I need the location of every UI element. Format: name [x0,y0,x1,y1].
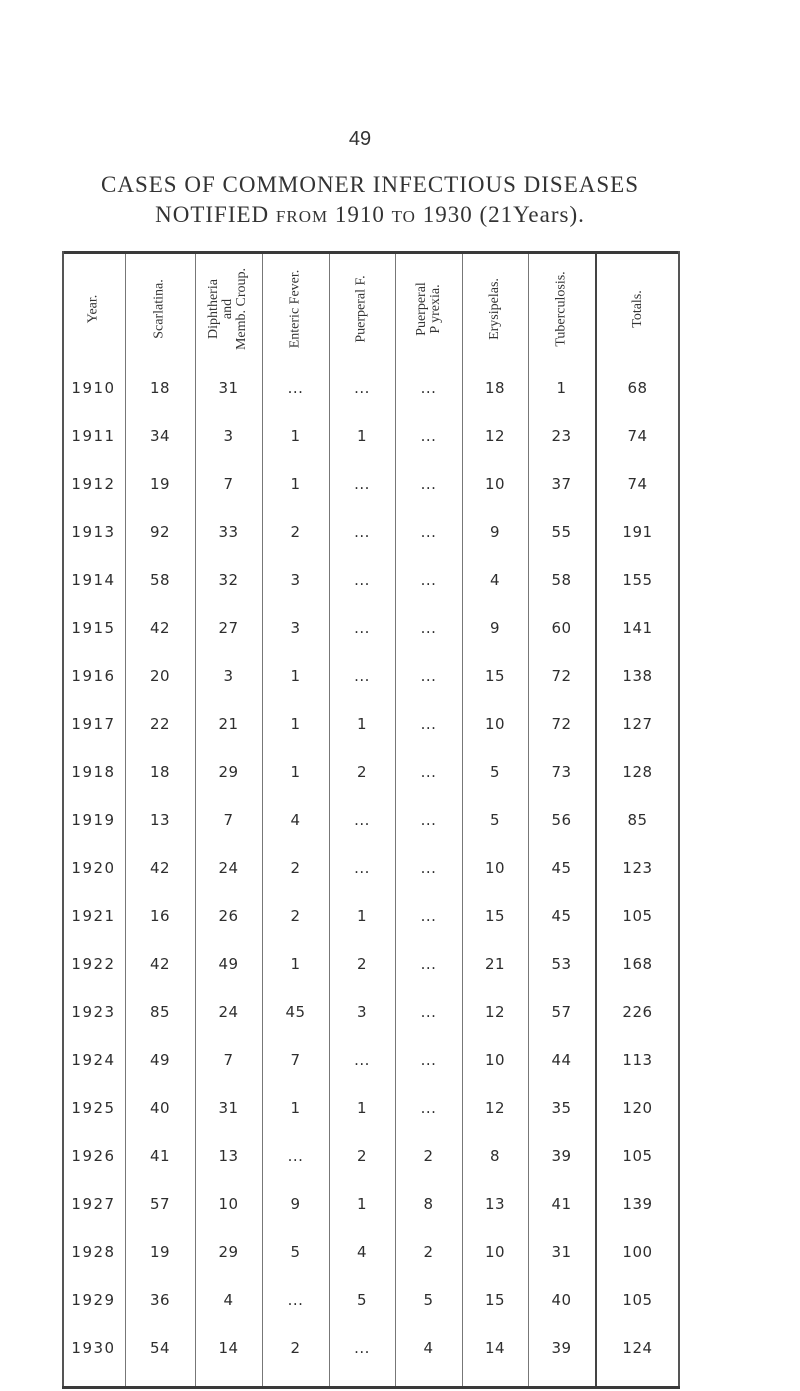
cell-puerperal-pyrexia: ... [420,763,437,781]
title-start-year: 1910 [334,202,385,227]
cell-totals: 155 [622,571,653,589]
cell-diphtheria: 27 [218,619,239,637]
cell-diphtheria: 13 [218,1147,239,1165]
cell-enteric-fever: 2 [290,859,301,877]
cell-puerperal-pyrexia: ... [420,955,437,973]
cell-year: 1927 [71,1195,116,1213]
cell-tuberculosis: 58 [551,571,572,589]
page-number: 49 [348,128,372,150]
cell-totals: 74 [627,427,648,445]
cell-year: 1921 [71,907,116,925]
cell-erysipelas: 10 [484,1243,506,1261]
table-row [62,1084,680,1132]
cell-totals: 191 [622,523,653,541]
title-line-2 [0,200,740,232]
header-label: Erysipelas. [486,278,502,340]
cell-puerperal-fever: ... [354,1339,370,1357]
cell-year: 1917 [71,715,116,733]
cell-enteric-fever: 1 [290,715,301,733]
cell-scarlatina: 16 [149,907,171,925]
table-row [62,748,680,796]
table-row [62,1132,680,1180]
cell-puerperal-fever: 4 [356,1243,368,1261]
table-header-row [62,254,680,364]
cell-erysipelas: 18 [484,379,506,397]
table-row [62,892,680,940]
cell-year: 1911 [71,427,116,445]
cell-totals: 127 [622,715,653,733]
cell-totals: 128 [622,763,653,781]
cell-year: 1916 [71,667,116,685]
cell-puerperal-fever: 2 [356,955,368,973]
cell-year: 1925 [71,1099,116,1117]
cell-scarlatina: 34 [149,427,171,445]
cell-puerperal-pyrexia: ... [420,907,437,925]
cell-puerperal-pyrexia: 2 [423,1243,434,1261]
page-title [0,170,740,232]
cell-puerperal-fever: ... [354,1051,370,1069]
header-label: Puerperal P yrexia. [413,282,443,336]
header-label: Puerperal F. [354,275,369,343]
disease-table [62,251,680,1391]
cell-diphtheria: 4 [223,1291,234,1309]
cell-puerperal-fever: 1 [356,1195,368,1213]
title-line-1: CASES OF COMMONER INFECTIOUS DISEASES [101,172,639,197]
cell-totals: 168 [622,955,653,973]
title-span-word: Years). [513,202,585,227]
cell-year: 1923 [71,1003,116,1021]
cell-year: 1928 [71,1243,116,1261]
cell-tuberculosis: 57 [551,1003,572,1021]
cell-diphtheria: 10 [218,1195,239,1213]
cell-tuberculosis: 37 [551,475,572,493]
cell-scarlatina: 19 [149,1243,171,1261]
cell-diphtheria: 31 [218,379,239,397]
cell-diphtheria: 24 [218,859,239,877]
cell-puerperal-pyrexia: ... [420,379,437,397]
cell-scarlatina: 92 [149,523,171,541]
cell-erysipelas: 10 [484,715,506,733]
cell-totals: 105 [622,1147,653,1165]
cell-enteric-fever: 1 [290,955,301,973]
header-scarlatina [125,254,195,364]
cell-puerperal-pyrexia: ... [420,715,437,733]
cell-year: 1915 [71,619,116,637]
title-span-open: (21 [479,202,514,227]
cell-diphtheria: 24 [218,1003,239,1021]
cell-tuberculosis: 31 [551,1243,572,1261]
cell-enteric-fever: 9 [290,1195,301,1213]
header-puerperal-fever [329,254,395,364]
cell-enteric-fever: 2 [290,907,301,925]
header-label: Enteric Fever. [287,269,303,349]
cell-erysipelas: 9 [489,619,501,637]
cell-tuberculosis: 39 [551,1147,572,1165]
cell-enteric-fever: 4 [290,811,301,829]
cell-puerperal-pyrexia: ... [420,1051,437,1069]
header-label: Totals. [629,290,645,328]
cell-erysipelas: 5 [489,763,501,781]
cell-enteric-fever: 2 [290,523,301,541]
cell-tuberculosis: 60 [551,619,572,637]
cell-puerperal-pyrexia: ... [420,1003,437,1021]
cell-scarlatina: 36 [149,1291,171,1309]
cell-erysipelas: 15 [484,667,506,685]
table-row [62,412,680,460]
cell-erysipelas: 12 [484,427,506,445]
cell-erysipelas: 4 [489,571,501,589]
cell-erysipelas: 13 [484,1195,506,1213]
cell-totals: 105 [622,1291,653,1309]
cell-puerperal-pyrexia: ... [420,523,437,541]
header-label: Diphtheria and Memb. Croup. [206,267,250,351]
table-row [62,700,680,748]
cell-tuberculosis: 39 [551,1339,572,1357]
cell-diphtheria: 26 [218,907,239,925]
cell-diphtheria: 32 [218,571,239,589]
cell-tuberculosis: 73 [551,763,572,781]
cell-scarlatina: 49 [149,1051,171,1069]
cell-scarlatina: 58 [149,571,171,589]
cell-erysipelas: 15 [484,1291,506,1309]
cell-puerperal-fever: 5 [356,1291,368,1309]
cell-puerperal-pyrexia: 4 [423,1339,434,1357]
table-row [62,460,680,508]
header-enteric-fever [262,254,329,364]
cell-year: 1914 [71,571,116,589]
cell-tuberculosis: 55 [551,523,572,541]
cell-erysipelas: 8 [489,1147,501,1165]
cell-enteric-fever: 3 [290,571,301,589]
cell-year: 1920 [71,859,116,877]
cell-diphtheria: 33 [218,523,239,541]
cell-enteric-fever: 2 [290,1339,301,1357]
cell-diphtheria: 7 [223,1051,234,1069]
cell-tuberculosis: 40 [551,1291,572,1309]
cell-year: 1919 [71,811,116,829]
cell-totals: 105 [622,907,653,925]
cell-year: 1922 [71,955,116,973]
cell-puerperal-pyrexia: ... [420,571,437,589]
cell-enteric-fever: 1 [290,427,301,445]
cell-totals: 226 [622,1003,653,1021]
cell-year: 1910 [71,379,116,397]
cell-puerperal-pyrexia: ... [420,619,437,637]
cell-puerperal-pyrexia: 8 [423,1195,434,1213]
cell-erysipelas: 21 [484,955,506,973]
cell-erysipelas: 15 [484,907,506,925]
cell-diphtheria: 14 [218,1339,239,1357]
table-row [62,556,680,604]
header-diphtheria [195,254,262,364]
cell-totals: 139 [622,1195,653,1213]
table-row [62,364,680,412]
header-year [62,254,125,364]
cell-scarlatina: 42 [149,955,171,973]
cell-year: 1924 [71,1051,116,1069]
cell-puerperal-fever: 1 [356,907,368,925]
cell-tuberculosis: 41 [551,1195,572,1213]
cell-puerperal-pyrexia: 2 [423,1147,434,1165]
cell-puerperal-fever: ... [354,571,370,589]
cell-enteric-fever: 7 [290,1051,301,1069]
cell-diphtheria: 7 [223,475,234,493]
cell-puerperal-fever: ... [354,859,370,877]
cell-puerperal-fever: ... [354,811,370,829]
cell-puerperal-fever: 3 [356,1003,368,1021]
cell-erysipelas: 10 [484,475,506,493]
cell-erysipelas: 12 [484,1003,506,1021]
cell-scarlatina: 54 [149,1339,171,1357]
cell-puerperal-pyrexia: ... [420,859,437,877]
cell-tuberculosis: 72 [551,715,572,733]
cell-year: 1912 [71,475,116,493]
cell-enteric-fever: 1 [290,475,301,493]
title-to: TO [391,207,416,226]
cell-erysipelas: 5 [489,811,501,829]
table-row [62,988,680,1036]
cell-scarlatina: 40 [149,1099,171,1117]
cell-totals: 113 [622,1051,653,1069]
cell-enteric-fever: 1 [290,667,301,685]
cell-puerperal-pyrexia: ... [420,475,437,493]
cell-erysipelas: 14 [484,1339,506,1357]
cell-totals: 141 [622,619,653,637]
cell-diphtheria: 29 [218,1243,239,1261]
cell-puerperal-pyrexia: ... [420,427,437,445]
cell-diphtheria: 3 [223,427,234,445]
cell-year: 1913 [71,523,116,541]
cell-scarlatina: 13 [149,811,171,829]
cell-scarlatina: 85 [149,1003,171,1021]
cell-diphtheria: 21 [218,715,239,733]
header-tuberculosis [528,254,595,364]
cell-scarlatina: 41 [149,1147,171,1165]
cell-scarlatina: 18 [149,379,171,397]
cell-diphtheria: 3 [223,667,234,685]
table-row [62,796,680,844]
table-row [62,1180,680,1228]
cell-scarlatina: 22 [149,715,171,733]
table-row [62,940,680,988]
header-totals [595,254,680,364]
cell-tuberculosis: 72 [551,667,572,685]
cell-totals: 68 [627,379,648,397]
cell-totals: 120 [622,1099,653,1117]
cell-tuberculosis: 53 [551,955,572,973]
table-row [62,1036,680,1084]
table-row [62,1228,680,1276]
cell-tuberculosis: 44 [551,1051,572,1069]
cell-enteric-fever: ... [287,379,304,397]
cell-puerperal-fever: ... [354,475,370,493]
table-row [62,844,680,892]
cell-diphtheria: 49 [218,955,239,973]
cell-puerperal-pyrexia: ... [420,667,437,685]
cell-scarlatina: 57 [149,1195,171,1213]
cell-tuberculosis: 23 [551,427,572,445]
cell-puerperal-fever: ... [354,667,370,685]
title-end-year: 1930 [422,202,473,227]
header-erysipelas [462,254,528,364]
cell-totals: 100 [622,1243,653,1261]
cell-puerperal-fever: 2 [356,1147,368,1165]
header-label: Year. [85,294,101,324]
cell-tuberculosis: 56 [551,811,572,829]
cell-puerperal-fever: 2 [356,763,368,781]
cell-enteric-fever: 3 [290,619,301,637]
cell-scarlatina: 18 [149,763,171,781]
table-row [62,604,680,652]
cell-tuberculosis: 1 [556,379,567,397]
cell-erysipelas: 12 [484,1099,506,1117]
cell-totals: 124 [622,1339,653,1357]
cell-erysipelas: 10 [484,859,506,877]
cell-enteric-fever: ... [287,1291,304,1309]
header-label: Scarlatina. [151,279,167,339]
cell-enteric-fever: 1 [290,763,301,781]
cell-totals: 74 [627,475,648,493]
title-notified: NOTIFIED [155,202,270,227]
cell-year: 1930 [71,1339,116,1357]
cell-diphtheria: 7 [223,811,234,829]
cell-puerperal-fever: 1 [356,1099,368,1117]
cell-enteric-fever: ... [287,1147,304,1165]
cell-puerperal-fever: 1 [356,715,368,733]
cell-tuberculosis: 45 [551,859,572,877]
cell-totals: 123 [622,859,653,877]
cell-puerperal-pyrexia: ... [420,1099,437,1117]
cell-puerperal-fever: ... [354,619,370,637]
table-bottom-rule [62,1386,680,1389]
cell-puerperal-pyrexia: ... [420,811,437,829]
cell-scarlatina: 42 [149,619,171,637]
cell-erysipelas: 9 [489,523,501,541]
header-puerperal-pyrexia [395,254,462,364]
cell-tuberculosis: 45 [551,907,572,925]
cell-year: 1926 [71,1147,116,1165]
cell-year: 1929 [71,1291,116,1309]
cell-puerperal-fever: 1 [356,427,368,445]
cell-enteric-fever: 5 [290,1243,301,1261]
cell-scarlatina: 19 [149,475,171,493]
cell-scarlatina: 20 [149,667,171,685]
cell-enteric-fever: 45 [285,1003,306,1021]
cell-totals: 85 [627,811,648,829]
cell-scarlatina: 42 [149,859,171,877]
table-row [62,652,680,700]
cell-tuberculosis: 35 [551,1099,572,1117]
cell-puerperal-fever: ... [354,523,370,541]
cell-year: 1918 [71,763,116,781]
table-row [62,1276,680,1324]
table-row [62,1324,680,1372]
cell-diphtheria: 29 [218,763,239,781]
cell-erysipelas: 10 [484,1051,506,1069]
cell-totals: 138 [622,667,653,685]
cell-enteric-fever: 1 [290,1099,301,1117]
title-from: FROM [275,207,329,226]
cell-puerperal-pyrexia: 5 [423,1291,434,1309]
cell-diphtheria: 31 [218,1099,239,1117]
table-row [62,508,680,556]
cell-puerperal-fever: ... [354,379,370,397]
header-label: Tuberculosis. [553,271,569,347]
